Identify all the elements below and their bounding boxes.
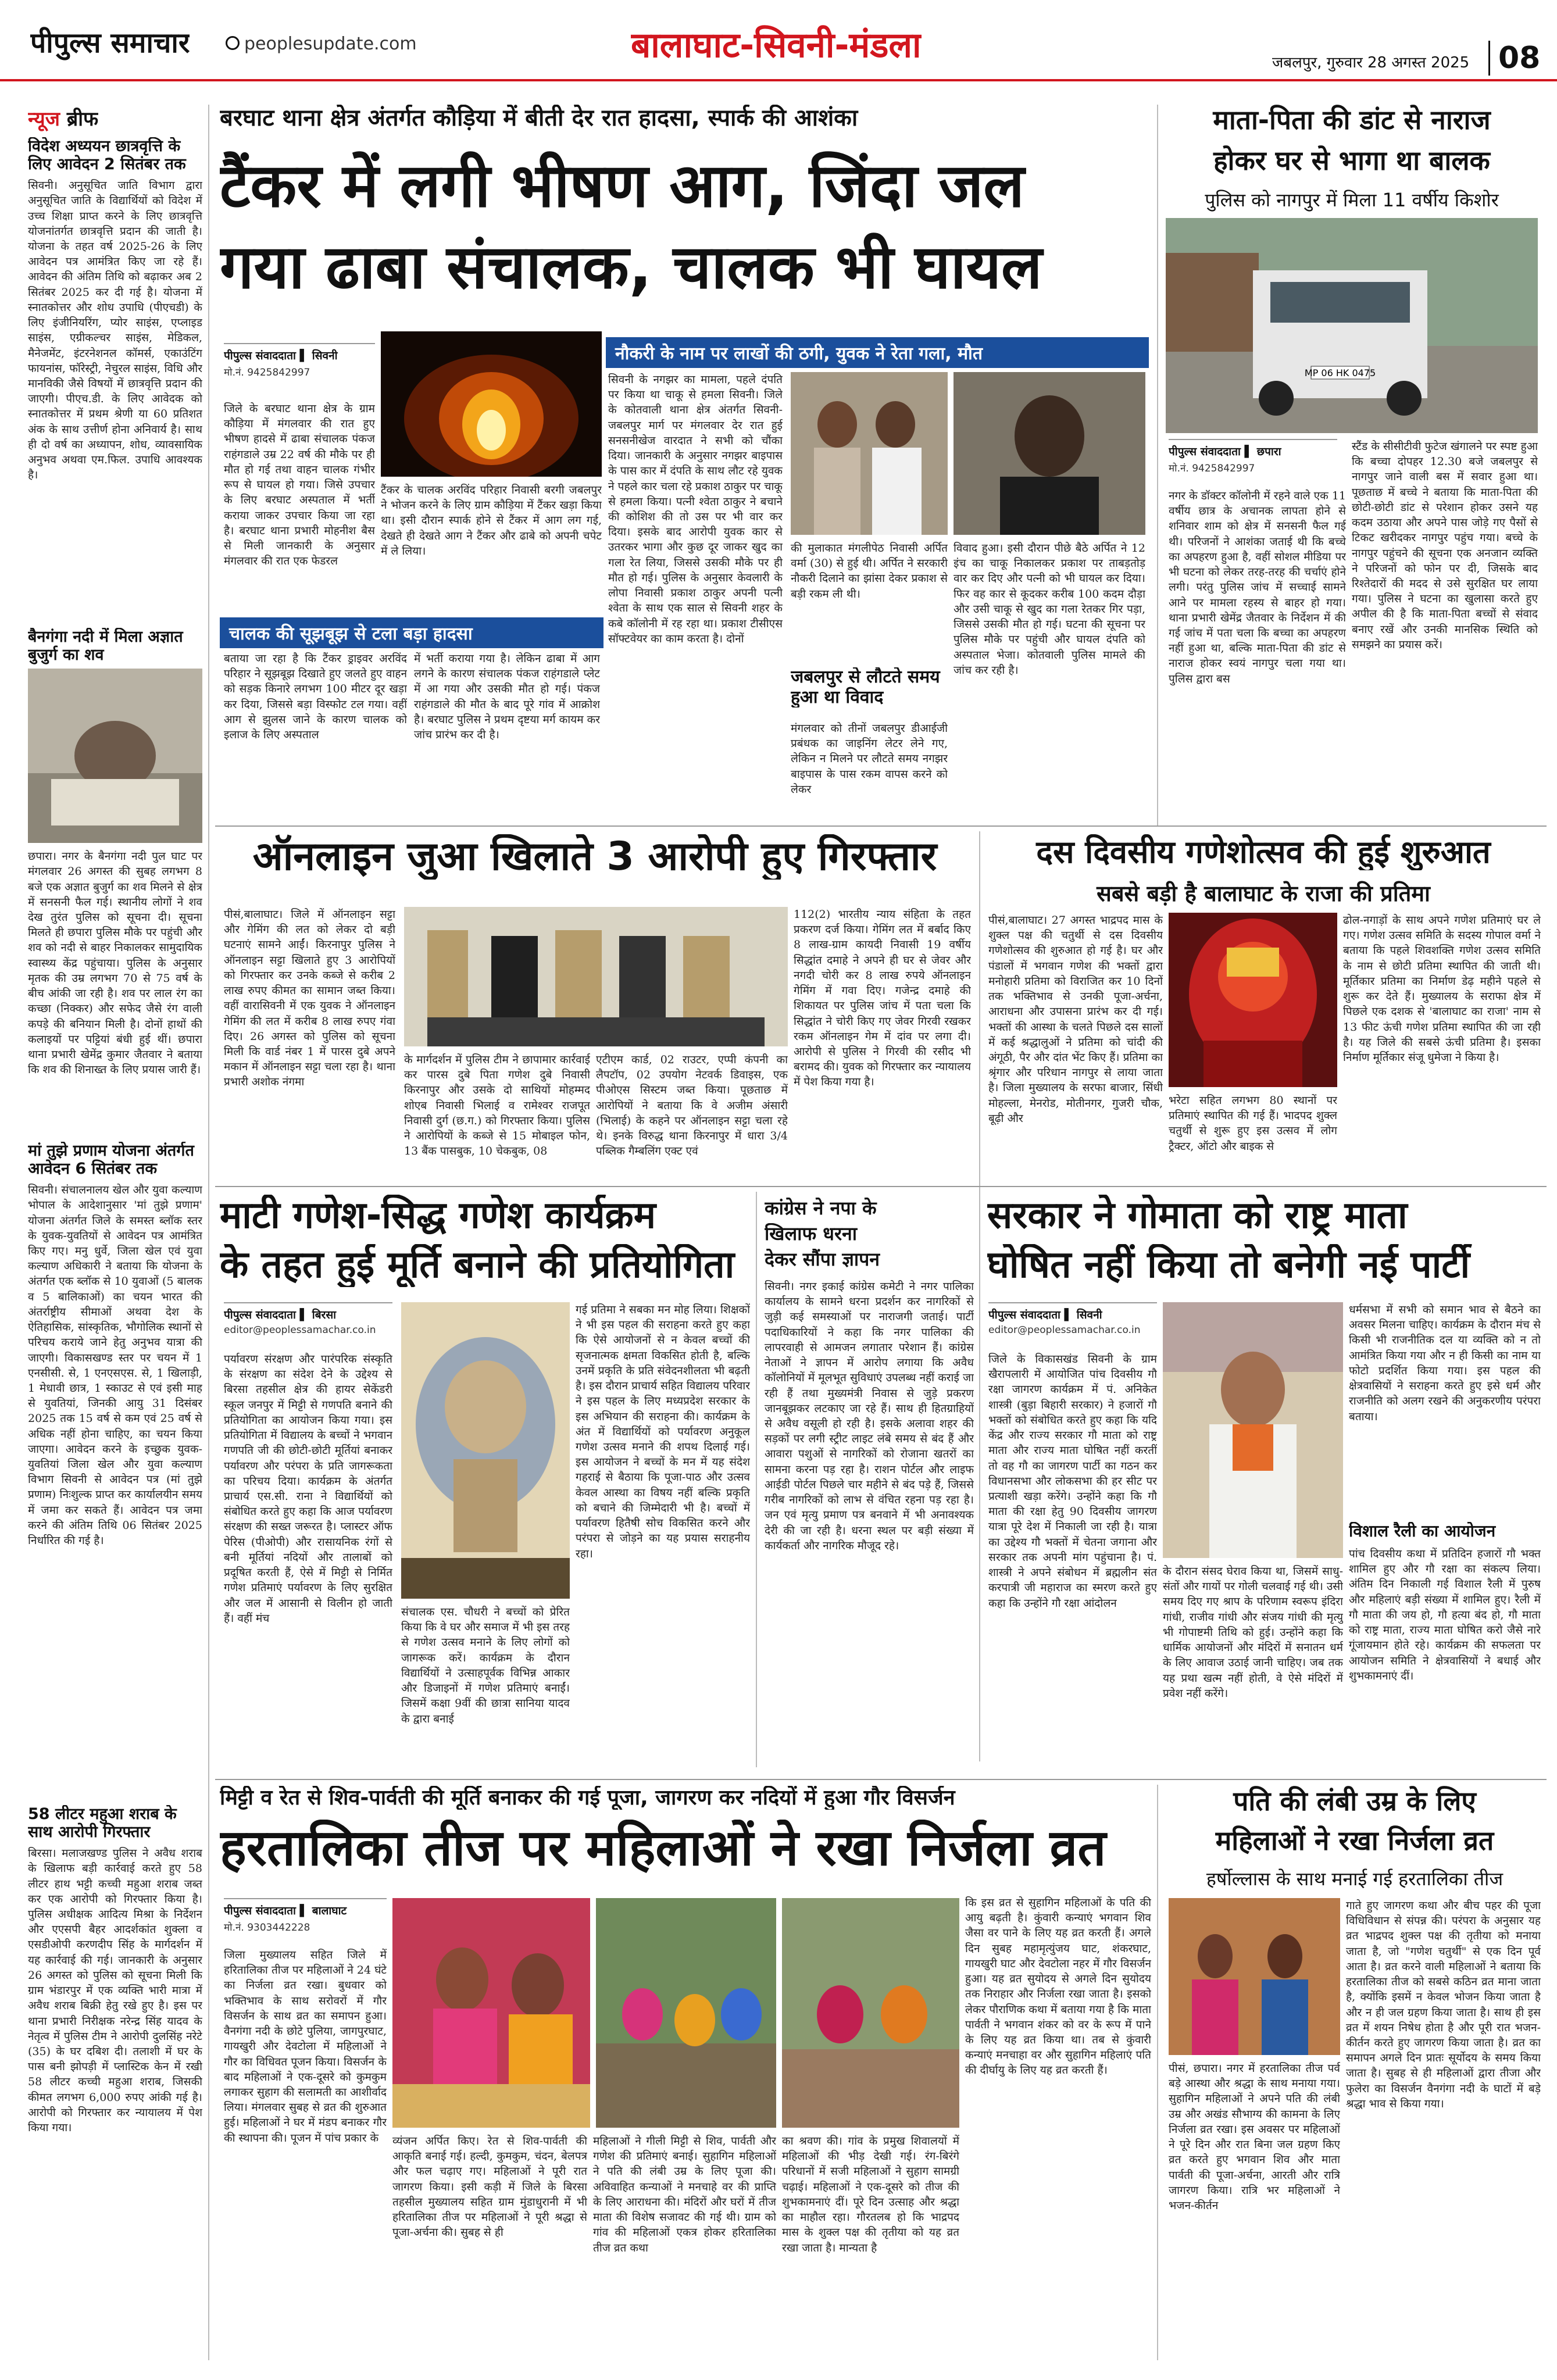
accused-photo <box>954 372 1145 535</box>
arrest-photo <box>404 907 788 1046</box>
email: editor@peoplessamachar.co.in <box>988 1324 1141 1336</box>
divider <box>1157 105 1158 826</box>
fraud-title: नौकरी के नाम पर लाखों की ठगी, युवक ने रेता गला, मौत <box>606 337 1149 368</box>
runaway-headline-2: होकर घर से भागा था बालक <box>1213 145 1490 176</box>
website: peoplesupdate.com <box>244 34 417 54</box>
brief-4 <box>28 1805 202 2363</box>
divider <box>979 831 980 1761</box>
runaway-col-1: नगर के डॉक्टर कॉलोनी में रहने वाले एक 11 वर्षीय छात्र के अचानक लापता होने से शनिवार शाम को क्षेत्र में सनसनी फैल गई थी। परिजनों ने आशंका जताई थी कि बच्चे का अपहरण हुआ है, वहीं सोशल मीडिया पर भी घटना को लेकर तरह-तरह की चर्चाएं होने लगी। परंतु पुलिस जांच में सच्चाई सामने आने पर मामला रहस्य से बाहर हो गया। थाना प्रभारी खेमेंद्र जैतवार के निर्देशन में की गई जांच में पता चला कि बच्चा का अपहरण नहीं हुआ था, बल्कि माता-पिता की डांट से नाराज होकर स्वयं नागपुर चला गया था। पुलिस द्वारा बस <box>1169 489 1346 685</box>
gomata-col-2: के दौरान संसद घेराव किया था, जिसमें साधु-संतों और गायों पर गोली चलवाई गई थी। उसी समय दिए गए श्राप के परिणाम स्वरूप इंदिरा गांधी, राजीव गांधी और संजय गांधी की मृत्यु भी गोपाष्टमी तिथि को हुई। उन्होंने कहा कि धार्मिक आयोजनों और मंदिरों में सनातन धर्म के लिए आवाज उठाई जानी चाहिए। जब तक यह प्रथा खत्म नहीं होती, वे ऐसे मंदिरों में प्रवेश नहीं करेंगे। <box>1163 1565 1343 1700</box>
byline-text: पीपुल्स संवाददाता ▌ छपारा <box>1169 445 1281 458</box>
divider <box>208 105 209 2360</box>
clay-caption: संचालक एस. चौधरी ने बच्चों को प्रेरित किया कि वे घर और समाज में भी इस तरह से गणेश उत्सव मनाने के लिए लोगों को जागरूक करें। कार्यक्रम के दौरान विद्यार्थियों ने उत्साहपूर्वक विभिन्न आकार और डिजाइनों में गणेश प्रतिमाएं बनाईं। जिसमें कक्षा 9वीं की छात्रा सानिया यादव के द्वारा बनाई <box>401 1606 570 1725</box>
lead-subhead: चालक की सूझबूझ से टला बड़ा हादसा <box>220 617 603 648</box>
brief-title: 58 लीटर महुआ शराब के साथ आरोपी गिरफ्तार <box>28 1805 177 1842</box>
fraud-text-3: विवाद हुआ। इसी दौरान पीछे बैठे अर्पित ने 12 इंच का चाकू निकालकर प्रकाश पर ताबड़तोड़ वार कर दिए और पत्नी को भी घायल कर दिया। फिर वह कार से कूदकर करीब 100 कदम दौड़ा और उसी चाकू से खुद का गला रेतकर गिर पड़ा, जिससे उसकी मौत हो गई। घटना की सूचना पर पुलिस मौके पर पहुंची और घायल दंपति को अस्पताल भेजा। कोतवाली पुलिस मामले की जांच कर रही है। <box>954 542 1145 677</box>
divider <box>215 1779 1547 1780</box>
mobile: मो.नं. 9425842997 <box>224 367 310 378</box>
clay-headline-1: माटी गणेश-सिद्ध गणेश कार्यक्रम <box>220 1195 656 1237</box>
gambling-col-3: एटीएम कार्ड, 02 राउटर, एप्पी कंपनी का लैपटॉप, 02 उपयोग नेटवर्क डिवाइस, एक पीओएस सिस्टम जब्त किया। पूछताछ में आरोपियों ने बताया कि वे अजीम अंसारी (भिलाई) के कहने पर ऑनलाइन सट्टा चला रहे थे। इनके विरुद्ध थाना किरनापुर में धारा 3/4 पब्लिक गैम्बलिंग एक्ट एवं <box>596 1053 788 1158</box>
lead-col-2: टैंकर के चालक अरविंद परिहार निवासी बरगी जबलपुर ने भोजन करने के लिए ग्राम कौड़िया में टैंकर खड़ा किया था। इसी दौरान स्पार्क होने से टैंकर में आग लग गई, देखते ही देखते आग ने टैंकर और ढाबे को अपनी चपेट में ले लिया। <box>381 484 602 558</box>
brief-title: बैनगंगा नदी में मिला अज्ञात बुजुर्ग का शव <box>28 628 183 664</box>
gambling-headline: ऑनलाइन जुआ खिलाते 3 आरोपी हुए गिरफ्तार <box>252 834 937 880</box>
teej2-deck: हर्षोल्लास के साथ मनाई गई हरतालिका तीज <box>1206 1868 1504 1890</box>
issue-date: जबलपुर, गुरुवार 28 अगस्त 2025 <box>1272 54 1470 72</box>
lead-kicker: बरघाट थाना क्षेत्र अंतर्गत कौड़िया में बीती देर रात हादसा, स्पार्क की आशंका <box>220 105 858 131</box>
byline-text: पीपुल्स संवाददाता ▌ बिरसा <box>224 1309 337 1321</box>
brief-text: सिवनी। अनुसूचित जाति विभाग द्वारा अनुसूचित जाति के विद्यार्थियों को विदेश में उच्च शिक्षा प्राप्त करने के लिए छात्रवृत्ति योजनांतर्गत छात्रवृत्ति प्रदान की जाती है। योजना के तहत वर्ष 2025-26 के लिए आवेदन पत्र आमंत्रित किए जा रहे हैं। आवेदन की अंतिम तिथि को बढ़ाकर अब 2 सितंबर 2025 कर दी गई है। योजना में स्नातकोत्तर और शोध उपाधि (पीएचडी) के लिए इंजीनियरिंग, प्योर साइंस, एप्लाइड साइंस, एग्रीकल्चर साइंस, मेडिकल, मैनेजमेंट, इंटरनेशनल कॉमर्स, एकाउंटिंग फायनांस, फॉरेस्ट्री, नेचुरल साइंस, विधि और मानविकी जैसे विषयों में छात्रवृत्ति प्रदान की जाएगी। पीएच.डी. के लिए आवेदक को स्नातकोत्तर में प्रथम श्रेणी या 60 प्रतिशत अंक के साथ उत्तीर्ण होना अनिवार्य है। साथ ही दो वर्ष का अध्यापन, शोध, व्यावसायिक अनुभव अथवा एम.फिल. उपाधि आवश्यक है। <box>28 179 202 482</box>
fraud-text-1: सिवनी के नगझर का मामला, पहले दंपति पर किया था चाकू से हमला सिवनी। जिले के कोतवाली थाना क्षेत्र अंतर्गत सिवनी-जबलपुर मार्ग पर मंगलवार देर रात हुई सनसनीखेज वारदात ने सभी को चौंका दिया। जानकारी के अनुसार नगझर बाइपास के पास कार में दंपति के साथ लौट रहे युवक ने पहले कार चला रहे प्रकाश ठाकुर पर चाकू से हमला किया। पत्नी श्वेता ठाकुर ने बचाने की कोशिश की तो उस पर भी वार कर दिया। इसके बाद आरोपी युवक कार से उतरकर भागा और कुछ दूर जाकर खुद का गला रेत लिया, जिससे उसकी मौके पर ही मौत हो गई। पुलिस के अनुसार केवलारी के लोपा निवासी प्रकाश ठाकुर अपनी पत्नी श्वेता के साथ एक साल से सिवनी शहर के कबे कॉलोनी में रह रहा था। प्रकाश टीसीएस सॉफ्टवेयर का काम करता है। दोनों <box>608 373 783 645</box>
clay-headline-2: के तहत हुई मूर्ति बनाने की प्रतियोगिता <box>220 1244 735 1287</box>
clay-ganesh-photo <box>401 1302 570 1599</box>
teej2-col-2: गाते हुए जागरण कथा और बीच पहर की पूजा विधिविधान से संपन्न की। परंपरा के अनुसार यह व्रत भाद्रपद शुक्ल पक्ष की तृतीया को मनाया जाता है, जो "गणेश चतुर्थी" से एक दिन पूर्व आता है। व्रत करने वाली महिलाओं ने बताया कि हरतालिका तीज को सबसे कठिन व्रत माना जाता है, क्योंकि इसमें न केवल भोजन किया जाता है और न ही जल ग्रहण किया जाता है। साथ ही इस व्रत में शयन निषेध होता है और पूरी रात भजन-कीर्तन करते हुए जागरण किया जाता है। व्रत का समापन अगले दिन प्रातः सूर्योदय के समय किया जाता है। सुबह से ही महिलाओं द्वारा तीजा और फुलेरा का विसर्जन वैनगंगा नदी के घाटों में बड़े श्रद्धा भाव से किया गया। <box>1346 1899 1541 2110</box>
divider <box>215 1186 1547 1187</box>
teej2-headline-2: महिलाओं ने रखा निर्जला व्रत <box>1215 1825 1494 1856</box>
clay-col-1: पर्यावरण संरक्षण और पारंपरिक संस्कृति के संरक्षण का संदेश देने के उद्देश्य से बिरसा तहसील क्षेत्र की हायर सेकेंडरी स्कूल जनपुर में मिट्टी से गणपति बनाने की प्रतियोगिता का आयोजन किया गया। इस प्रतियोगिता में विद्यालय के बच्चों ने भगवान गणपति जी की छोटी-छोटी मूर्तियां बनाकर पर्यावरण और परंपरा के प्रति जागरूकता का परिचय दिया। कार्यक्रम के अंतर्गत प्राचार्य एस.सी. राना ने विद्यार्थियों को संबोधित करते हुए कहा कि आज पर्यावरण संरक्षण की सख्त जरूरत है। प्लास्टर ऑफ पेरिस (पीओपी) और रासायनिक रंगों से बनी मूर्तियां नदियों और तालाबों को प्रदूषित करती हैं, ऐसे में मिट्टी से निर्मित गणेश प्रतिमाएं पर्यावरण के लिए सुरक्षित और जल में आसानी से विलीन हो जाती हैं। वहीं मंच <box>224 1353 392 1625</box>
mobile: मो.नं. 9425842997 <box>1169 463 1255 474</box>
congress-headline-2: खिलाफ धरना <box>765 1223 858 1245</box>
byline-text: पीपुल्स संवाददाता ▌ बालाघाट <box>224 1904 347 1917</box>
teej-worship-photo-3 <box>782 1898 959 2128</box>
brief-text: छपारा। नगर के बैनगंगा नदी पुल घाट पर मंगलवार 26 अगस्त की सुबह लगभग 8 बजे एक अज्ञात बुजुर्ग का शव मिलने से क्षेत्र में सनसनी फैल गई। स्थानीय लोगों ने शव देख तुरंत पुलिस को सूचना दी। सूचना मिलते ही छपारा पुलिस मौके पर पहुंची और शव को नदी से बाहर निकालकर सामुदायिक स्वास्थ्य केंद्र पहुंचाया। पुलिस के अनुसार मृतक की उम्र लगभग 70 से 75 वर्ष के बीच आंकी जा रही है। शव पर लाल रंग का कच्छा (निक्कर) और सफेद जैसे रंग वाली कपड़े की बनियान मिली है। दोनों हाथों की कलाइयों पर पट्टियां बंधी हुई थीं। छपारा थाना प्रभारी खेमेंद्र कुमार जैतवार ने बताया कि शव की शिनाख्त के लिए प्रयास जारी हैं। <box>28 850 202 1077</box>
email: editor@peoplessamachar.co.in <box>224 1324 376 1336</box>
congress-text: सिवनी। नगर इकाई कांग्रेस कमेटी ने नगर पालिका कार्यालय के सामने धरना प्रदर्शन कर नागरिकों से जुड़ी कई समस्याओं पर नाराजगी जताई। पार्टी पदाधिकारियों ने कहा कि नगर पालिका की लापरवाही से आमजन लगातार परेशान हैं। कांग्रेस नेताओं ने ज्ञापन में आरोप लगाया कि अवैध कॉलोनियों में मूलभूत सुविधाएं उपलब्ध नहीं कराई जा रही हैं तथा मुख्यमंत्री निवास से जुड़े प्रकरण जानबूझकर लटकाए जा रहे हैं। साथ ही हितग्राहियों से अवैध वसूली हो रही है। इसके अलावा शहर की सड़कों पर लगी स्ट्रीट लाइट लंबे समय से बंद हैं और आवारा पशुओं से नागरिकों को रोजाना खतरों का सामना करना पड़ रहा है। राशन पोर्टल और लाइफ आईडी पोर्टल पिछले चार महीने से बंद पड़े हैं, जिससे गरीब नागरिकों को लाभ से वंचित रहना पड़ रहा है। जन एवं मृत्यु प्रमाण पत्र बनवाने में भी अनावश्यक देरी की जा रही है। धरना स्थल पर बड़ी संख्या में कार्यकर्ता और नागरिक मौजूद रहे। <box>765 1280 974 1552</box>
number-plate: MP 06 HK 0475 <box>1304 367 1376 378</box>
runaway-headline-1: माता-पिता की डांट से नाराज <box>1213 105 1491 135</box>
divider <box>756 1192 757 1767</box>
ganesh-col-2: भरेटा सहित लगभग 80 स्थानों पर प्रतिमाएं स्थापित की गई हैं। भादपद शुक्ल चतुर्थी से शुरू हुए इस उत्सव में लोग ट्रैक्टर, ऑटो और बाइक से <box>1169 1094 1337 1153</box>
runaway-byline <box>1169 439 1337 474</box>
ganesh-col-3: ढोल-नगाड़ों के साथ अपने गणेश प्रतिमाएं घर ले गए। गणेश उत्सव समिति के सदस्य गोपाल वर्मा ने बताया कि पहले शिवशक्ति गणेश उत्सव समिति के नाम से छोटी प्रतिमा स्थापित की जाती थी। मूर्तिकार प्रतिमा का निर्माण डेढ़ महीने पहले से शुरू कर देते हैं। मुख्यालय के सराफा क्षेत्र में पिछले एक दशक से 'बालाघाट का राजा' नाम से 13 फीट ऊंची गणेश प्रतिमा स्थापित की जा रही है। यह जिले की सबसे ऊंची प्रतिमा है। इसका निर्माण मूर्तिकार संजू धुमेजा ने किया है। <box>1343 914 1541 1064</box>
ganesh-col-1: पीसं,बालाघाट। 27 अगस्त भाद्रपद मास के शुक्ल पक्ष की चतुर्थी से दस दिवसीय गणेशोत्सव की शुरुआत हो गई है। घर और पंडालों में भगवान गणेश की भक्तों द्वारा मनोहारी प्रतिमा को विराजित कर 10 दिनों तक भक्तिभाव से उनकी पूजा-अर्चना, आराधना और उपासना प्रारंभ कर दी गई। भक्तों की आस्था के चलते पिछले दस सालों में कई श्रद्धालुओं ने प्रतिमा को चांदी की अंगूठी, पैर और दांत भेंट किए हैं। प्रतिमा का श्रृंगार और परिधान नागपुर से लाया जाता है। जिला मुख्यालय के सरफा बाजार, सिंधी मोहल्ला, मेनरोड, मोतीनगर, गुजरी चौक, बूढ़ी और <box>988 914 1163 1125</box>
gambling-col-1: पीसं,बालाघाट। जिले में ऑनलाइन सट्टा और गेमिंग की लत को लेकर दो बड़ी घटनाएं सामने आईं। किरनापुर पुलिस ने ऑनलाइन सट्टा खिलाते हुए 3 आरोपियों को गिरफ्तार कर उनके कब्जे से करीब 2 लाख रुपए कीमत का सामान जब्त किया। वहीं वारासिवनी में एक युवक ने ऑनलाइन गेमिंग की लत में करीब 8 लाख रुपए गंवा दिए। 26 अगस्त को पुलिस को सूचना मिली कि वार्ड नंबर 1 में पारस दुबे अपने मकान में ऑनलाइन सट्टा चला रहा है। थाना प्रभारी अशोक नंगमा <box>224 908 395 1089</box>
gomata-byline <box>988 1302 1157 1336</box>
fraud-text-2: मंगलवार को तीनों जबलपुर डीआईजी प्रबंधक का जाइनिंग लेटर लेने गए, लेकिन न मिलने पर लौटते समय नगझर बाइपास के पास रकम वापस करने को लेकर <box>791 722 948 796</box>
teej-col-3: महिलाओं ने गीली मिट्टी से शिव, पार्वती और गणेश की प्रतिमाएं बनाई। सुहागिन महिलाओं ने पति की लंबी उम्र के लिए पूजा की। अविवाहित कन्याओं ने मनचाहे वर की प्राप्ति के लिए आराधना की। मंदिरों और घरों में तीज माता की विशेष सजावट की गई थी। ग्राम को गांव की महिलाओं एकत्र होकर हरितालिका तीज व्रत कथा <box>593 2135 776 2254</box>
brief-title: विदेश अध्ययन छात्रवृत्ति के लिए आवेदन 2 सितंबर तक <box>28 137 186 174</box>
speaker-photo <box>1163 1302 1343 1558</box>
congress-headline-1: कांग्रेस ने नपा के <box>765 1198 877 1219</box>
teej-col-2: व्यंजन अर्पित किए। रेत से शिव-पार्वती की आकृति बनाई गई। हल्दी, कुमकुम, चंदन, बेलपत्र और फल चढ़ाए गए। महिलाओं ने पूरी रात जागरण किया। इसी कड़ी में जिले के बिरसा तहसील मुख्यालय सहित ग्राम मुंडाधुरानी में भी हरितालिका तीज पर महिलाओं ने पूरी श्रद्धा से पूजा-अर्चना की। सुबह से ही <box>392 2135 587 2239</box>
logo: पीपुल्स समाचार <box>30 27 190 59</box>
runaway-deck: पुलिस को नागपुर में मिला 11 वर्षीय किशोर <box>1205 189 1499 211</box>
brief-2 <box>28 628 202 1128</box>
page-number: 08 <box>1488 41 1540 76</box>
brief-title: मां तुझे प्रणाम योजना अंतर्गत आवेदन 6 सितंबर तक <box>28 1142 194 1178</box>
byline-text: पीपुल्स संवाददाता ▌ सिवनी <box>224 349 338 362</box>
clay-col-3: गई प्रतिमा ने सबका मन मोह लिया। शिक्षकों ने भी इस पहल की सराहना करते हुए कहा कि ऐसे आयोजनों से न केवल बच्चों की सृजनात्मक क्षमता विकसित होती है, बल्कि उनमें प्रकृति के प्रति संवेदनशीलता भी बढ़ती है। इस दौरान प्राचार्य सहित विद्यालय परिवार ने इस पहल के लिए मध्यप्रदेश सरकार के इस अभियान की सराहना की। कार्यक्रम के अंत में विद्यार्थियों को पर्यावरण अनुकूल गणेश उत्सव मनाने की शपथ दिलाई गई। इस आयोजन ने बच्चों के मन में यह संदेश गहराई से बैठाया कि पूजा-पाठ और उत्सव केवल आस्था का विषय नहीं बल्कि प्रकृति को बचाने की जिम्मेदारी भी है। बच्चों में पर्यावरण हितैषी सोच विकसित करने और परंपरा से जोड़ने का यह प्रयास सराहनीय रहा। <box>576 1303 750 1560</box>
gomata-headline-2: घोषित नहीं किया तो बनेगी नई पार्टी <box>987 1244 1470 1287</box>
brief-text: सिवनी। संचालनालय खेल और युवा कल्याण भोपाल के आदेशानुसार 'मां तुझे प्रणाम' योजना अंतर्गत जिले के समस्त ब्लॉक स्तर के युवक-युवतियों से आवेदन पत्र आमंत्रित किए गए। मनु धुर्वे, जिला खेल एवं युवा कल्याण अधिकारी ने बताया कि योजना के अंतर्गत एक ब्लॉक से 10 युवाओं (5 बालक व 5 बालिकाओं) का चयन भारत की अंतर्राष्ट्रीय सीमाओं अथवा देश के ऐतिहासिक, सांस्कृतिक, भौगोलिक स्थानों से परिचय कराये जाने हेतु अनुभव यात्रा की जाएगी। विकासखण्ड स्तर पर चयन में 1 एनसीसी. से, 1 एनएसएस. से, 1 खिलाड़ी, 1 मेधावी छात्र, 1 स्काउट से एवं इसी माह से युवतियां, जिनकी आयु 31 दिसंबर 2025 तक 15 वर्ष से कम एवं 25 वर्ष से अधिक नहीं होना चाहिए, का चयन किया जाएगा। आवेदन करने के इच्छुक युवक-युवतियां जिला खेल और युवा कल्याण विभाग सिवनी से आवेदन पत्र (मां तुझे प्रणाम) निःशुल्क प्राप्त कर कार्यालयीन समय में जमा कर सकते हैं। आवेदन पत्र जमा करने की अंतिम तिथि 06 सितंबर 2025 निर्धारित की गई है। <box>28 1184 202 1548</box>
gomata-col-3: धर्मसभा में सभी को समान भाव से बैठने का अवसर मिलना चाहिए। कार्यक्रम के दौरान मंच से किसी भी राजनीतिक दल या व्यक्ति को न तो आमंत्रित किया गया और न ही किसी का नाम या फोटो प्रदर्शित किया गया। इस पहल की क्षेत्रवासियों ने सराहना करते हुए इसे धर्म और राजनीति को अलग रखने की अनुकरणीय परंपरा बताया। <box>1349 1303 1541 1423</box>
news-brief-label: न्यूज ब्रीफ <box>28 108 99 131</box>
congress-headline-3: देकर सौंपा ज्ञापन <box>765 1249 880 1270</box>
website-icon <box>226 36 240 50</box>
byline-text: पीपुल्स संवाददाता ▌ सिवनी <box>988 1309 1102 1321</box>
ganesh-headline: दस दिवसीय गणेशोत्सव की हुई शुरुआत <box>1036 834 1491 870</box>
teej-col-1: जिला मुख्यालय सहित जिले में हरितालिका तीज पर महिलाओं ने 24 घंटे का निर्जला व्रत रखा। बुधवार को भक्तिभाव के साथ सरोवरों में गौर विसर्जन के साथ व्रत का समापन हुआ। वैनगंगा नदी के छोटे पुलिया, जागपुरघाट, गायखुरी और देवटोला में महिलाओं ने गौर का विधिवत पूजन किया। विसर्जन के बाद महिलाओं ने एक-दूसरे को कुमकुम लगाकर सुहाग की सलामती का आशीर्वाद लिया। मंगलवार सुबह से व्रत की शुरुआत हुई। महिलाओं ने घर में मंडप बनाकर गौर की स्थापना की। पूजन में पांच प्रकार के <box>224 1949 387 2145</box>
teej-byline <box>224 1898 387 1934</box>
teej-headline: हरतालिका तीज पर महिलाओं ने रखा निर्जला व्रत <box>220 1820 1106 1877</box>
divider <box>1157 1785 1158 2360</box>
teej-col-5: कि इस व्रत से सुहागिन महिलाओं के पति की आयु बढ़ती है। कुंवारी कन्याएं भगवान शिव जैसा वर पाने के लिए यह व्रत करती हैं। अगले दिन सुबह महामृत्युंजय घाट, शंकरघाट, गायखुरी घाट और देवटोला नहर में गौर विसर्जन हुआ। यह व्रत सुयोदय से अगले दिन सुयोदय तक निराहार और निर्जला रखा जाता है। इसको लेकर पौराणिक कथा में बताया गया है कि माता पार्वती ने भगवान शंकर को वर के रूप में पाने के लिए यह व्रत किया था। तब से कुंवारी कन्याएं मनचाहा वर और सुहागिन महिलाएं पति की दीर्घायु के लिए यह व्रत करती हैं। <box>965 1896 1151 2077</box>
runaway-col-2: स्टैंड के सीसीटीवी फुटेज खंगालने पर स्पष्ट हुआ कि बच्चा दोपहर 12.30 बजे जबलपुर से नागपुर जाने वाली बस में सवार हुआ था। पूछताछ में बच्चे ने बताया कि माता-पिता की छोटी-छोटी डांट से परेशान होकर उसने यह कदम उठाया और अपने पास जोड़े गए पैसों से टिकट खरीदकर नागपुर पहुंच गया। बच्चे के नागपुर पहुंचने की सूचना एक अनजान व्यक्ति ने परिजनों को फोन पर दी, जिसके बाद रिश्तेदारों की मदद से उसे सुरक्षित घर लाया गया। पुलिस ने घटना का खुलासा करते हुए अपील की है कि माता-पिता बच्चों से संवाद बनाए रखें और उनकी मानसिक स्थिति को समझने का प्रयास करें। <box>1352 440 1538 651</box>
fire-photo <box>381 331 602 477</box>
lead-sub-col-1: बताया जा रहा है कि टैंकर ड्राइवर अरविंद परिहार ने सूझबूझ दिखाते हुए जलते हुए वाहन को सड़क किनारे लगभग 100 मीटर दूर खड़ा कर दिया, जिससे बड़ा विस्फोट टल गया। वहीं आग से झुलस जाने के कारण चालक को इलाज के लिए अस्पताल <box>224 652 407 742</box>
elderly-body-photo <box>28 669 202 843</box>
lead-headline-1: टैंकर में लगी भीषण आग, जिंदा जल <box>220 151 1024 221</box>
gambling-col-4: 112(2) भारतीय न्याय संहिता के तहत प्रकरण दर्ज किया। गेमिंग लत में बर्बाद किए 8 लाख-ग्राम कायदी निवासी 19 वर्षीय सिद्धांत दमाहे ने अपने ही घर से जेवर और नगदी चोरी कर 8 लाख रुपये ऑनलाइन गेमिंग में गवा दिए। गजेन्द्र दमाहे की शिकायत पर पुलिस जांच में पता चला कि सिद्धांत ने चोरी किए गए जेवर गिरवी रखकर रकम ऑनलाइन गेम में दांव पर लगा दी। आरोपी से पुलिस ने गिरवी की रसीद भी बरामद की। युवक को गिरफ्तार कर न्यायालय में पेश किया गया है। <box>794 908 971 1089</box>
teej2-col-1: पीसं, छपारा। नगर में हरतालिका तीज पर्व बड़े आस्था और श्रद्धा के साथ मनाया गया। सुहागिन महिलाओं ने अपने पति की लंबी उम्र और अखंड सौभाग्य की कामना के लिए निर्जला व्रत रखा। इस अवसर पर महिलाओं ने पूरे दिन और रात बिना जल ग्रहण किए व्रत करते हुए भगवान शिव और माता पार्वती की पूजा-अर्चना, आरती और रात्रि जागरण किया। रात्रि भर महिलाओं ने भजन-कीर्तन <box>1169 2062 1340 2212</box>
lead-byline <box>224 343 375 378</box>
fraud-subhead: जबलपुर से लौटते समय हुआ था विवाद <box>791 667 940 707</box>
lead-headline-2: गया ढाबा संचालक, चालक भी घायल <box>220 233 1042 302</box>
divider <box>215 826 1547 827</box>
police-jeep-photo <box>1166 218 1538 433</box>
couple-photo <box>791 372 948 535</box>
teej2-headline-1: पति की लंबी उम्र के लिए <box>1233 1786 1476 1817</box>
ganesh-deck: सबसे बड़ी है बालाघाट के राजा की प्रतिमा <box>1097 881 1430 906</box>
lead-sub-col-2: में भर्ती कराया गया है। लेकिन ढाबा में आग लगने के कारण संचालक पंकज राहंगडाले प्लेट में आ गया और उसकी मौत हो गई। पंकज राहंगडाले की मौत के बाद पूरे गांव में आक्रोश है। बरघाट पुलिस ने प्रथम दृष्टया मर्ग कायम कर जांच प्रारंभ कर दी है। <box>414 652 600 742</box>
gambling-col-2: के मार्गदर्शन में पुलिस टीम ने छापामार कार्रवाई कर पारस दुबे पिता गणेश दुबे निवासी किरनापुर और उसके दो साथियों मोहम्मद शोएब निवासी भिलाई व रामेश्वर राजपूत निवासी दुर्ग (छ.ग.) को गिरफ्तार किया। पुलिस ने आरोपियों के कब्जे से 15 मोबाइल फोन, 13 बैंक पासबुक, 10 चेकबुक, 08 <box>404 1053 590 1158</box>
teej-kicker: मिट्टी व रेत से शिव-पार्वती की मूर्ति बनाकर की गई पूजा, जागरण कर नदियों में हुआ गौर विसर्जन <box>220 1786 955 1810</box>
lead-col-1: जिले के बरघाट थाना क्षेत्र के ग्राम कौड़िया में मंगलवार की रात हुए भीषण हादसे में ढाबा संचालक पंकज राहंगडाले उम्र 22 वर्ष की मौके पर ही मौत हो गई तथा वाहन चालक गंभीर रूप से घायल हो गया। जिसे उपचार के लिए बरघाट अस्पताल में भर्ती कराया जाकर उपचार किया जा रहा है। बरघाट थाना प्रभारी मोहनीश बैस से मिली जानकारी के अनुसार मंगलवार की रात एक फेडरल <box>224 402 375 568</box>
gomata-subhead: विशाल रैली का आयोजन <box>1349 1522 1496 1541</box>
mobile: मो.नं. 9303442228 <box>224 1922 310 1934</box>
section-title: बालाघाट-सिवनी-मंडला <box>631 25 922 66</box>
teej-worship-photo-2 <box>596 1898 776 2128</box>
teej2-women-photo <box>1169 1898 1340 2055</box>
teej-worship-photo-1 <box>392 1898 590 2128</box>
ganesh-idol-photo <box>1169 913 1337 1087</box>
gomata-col-4: पांच दिवसीय कथा में प्रतिदिन हजारों गौ भक्त शामिल हुए और गौ रक्षा का संकल्प लिया। अंतिम दिन निकाली गई विशाल रैली में पुरुष और महिलाएं बड़ी संख्या में शामिल हुए। रैली में गौ माता की जय हो, गौ हत्या बंद हो, गौ माता को राष्ट्र माता, राज्य माता घोषित करो जैसे नारे गूंजायमान होते रहे। कार्यक्रम की सफलता पर आयोजन समिति ने क्षेत्रवासियों ने बधाई और शुभकामनाएं दीं। <box>1349 1548 1541 1682</box>
fraud-caption: की मुलाकात मंगलीपेठ निवासी अर्पित वर्मा (30) से हुई थी। अर्पित ने सरकारी नौकरी दिलाने का झांसा देकर प्रकाश से बड़ी रकम ली थी। <box>791 542 948 601</box>
gomata-headline-1: सरकार ने गोमाता को राष्ट्र माता <box>987 1195 1408 1237</box>
brief-text: बिरसा। मलाजखण्ड पुलिस ने अवैध शराब के खिलाफ बड़ी कार्रवाई करते हुए 58 लीटर हाथ भट्टी कच्ची महुआ शराब जब्त कर एक आरोपी को गिरफ्तार किया है। पुलिस अधीक्षक आदित्य मिश्रा के निर्देशन और एएसपी बैहर आदर्शकांत शुक्ला व एसडीओपी करणदीप सिंह के मार्गदर्शन में यह कार्रवाई की गई। जानकारी के अनुसार 26 अगस्त को पुलिस को सूचना मिली कि ग्राम भंडारपुर में एक व्यक्ति भारी मात्रा में अवैध शराब बिक्री हेतु रखे हुए है। इस पर थाना प्रभारी निरीक्षक नरेन्द्र सिंह यादव के नेतृत्व में पुलिस टीम ने आरोपी दुलसिंह नरेटे (35) के घर दबिश दी। तलाशी में घर के पास बनी झोपड़ी में प्लास्टिक केन में रखी 58 लीटर कच्ची महुआ शराब, जिसकी कीमत लगभग 6,000 रुपए आंकी गई है। आरोपी को गिरफ्तार कर न्यायालय में पेश किया गया। <box>28 1847 202 2135</box>
teej-col-4: का श्रवण की। गांव के प्रमुख शिवालयों में महिलाओं की भीड़ देखी गई। रंग-बिरंगे परिधानों में सजी महिलाओं ने सुहाग सामग्री चढ़ाई। महिलाओं ने एक-दूसरे को तीज की शुभकामनाएं दीं। पूरे दिन उत्साह और श्रद्धा का माहौल रहा। गौरतलब हो कि भाद्रपद मास के शुक्ल पक्ष की तृतीया को यह व्रत रखा जाता है। मान्यता है <box>782 2135 959 2254</box>
masthead <box>0 0 1557 81</box>
brief-3 <box>28 1142 202 1793</box>
gomata-col-1: जिले के विकासखंड सिवनी के ग्राम खैरापलारी में आयोजित पांच दिवसीय गौ रक्षा जागरण कार्यक्रम में पं. अनिकेत शास्त्री (बुड़ा बिहारी सरकार) ने हजारों गौ भक्तों को संबोधित करते हुए कहा कि यदि केंद्र और राज्य सरकार गौ माता को राष्ट्र माता और राज्य माता घोषित नहीं करतीं तो वह गौ का जागरण पार्टी का गठन कर विधानसभा और लोकसभा की हर सीट पर प्रत्याशी खड़ा करेंगे। उन्होंने कहा कि गौ माता की रक्षा हेतु 90 दिवसीय जागरण यात्रा पूरे देश में निकाली जा रही है। यात्रा का उद्देश्य गौ भक्तों में चेतना जगाना और सरकार तक अपनी मांग पहुंचाना है। पं. शास्त्री ने अपने संबोधन में ब्रह्मलीन संत करपात्री जी महाराज का स्मरण करते हुए कहा कि उन्होंने गौ रक्षा आंदोलन <box>988 1353 1157 1610</box>
clay-byline <box>224 1302 392 1336</box>
